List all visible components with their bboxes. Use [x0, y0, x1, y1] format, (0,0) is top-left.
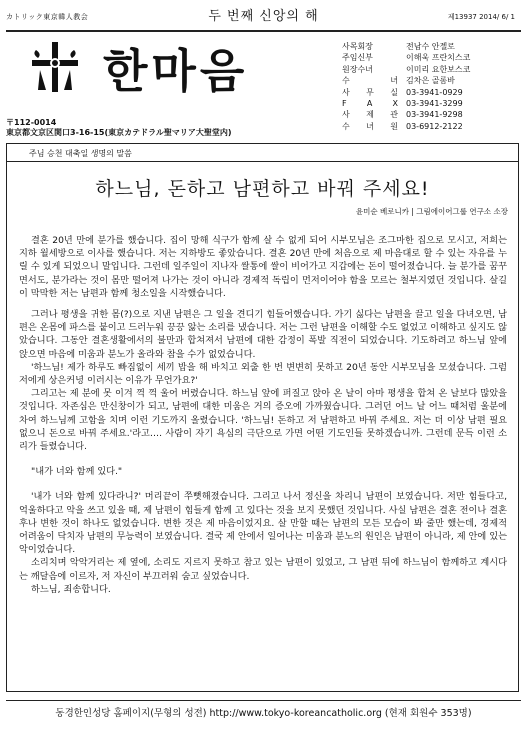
- staff-value: 전남수 안젤로: [406, 42, 455, 51]
- quote-paragraph: "내가 너와 함께 있다.": [31, 466, 123, 478]
- paragraph: '내가 너와 함께 있다라니?' 머리끝이 쭈뼛해졌습니다. 그리고 나서 정신을 차리니 남편이 보였습니다. 저만 힘들다고, 억울하다고 악을 쓰고 있을 때, 제 남편이 힘들게 함께 고 있다는 것을 보지 못했던 것입니다. 사실 남편은 결혼 전이나 결혼 후나 변한 것이 하나도 없었습니다. 변한 것은 제 마음이었지요. 살 만할 때는 남편의 모든 모습이 봐 줄만 했는데, 경제적 어려움이 닥치자 남편의 무능력이 보였습니다. 결국 제 안에서 일어나는 미움과 분노의 원인은 남편이 아니라, 제 안에 있는 악이었습니다.: [19, 491, 507, 556]
- staff-value: 03-3941-3299: [406, 99, 463, 109]
- paragraph: 하느님, 죄송합니다.: [31, 583, 111, 595]
- paragraph: 결혼 20년 만에 분가를 했습니다. 집이 망해 식구가 함께 살 수 없게 되어 시부모님은 조그마한 집으로 모시고, 저희는 지하 월세방으로 이사를 했습니다. 저는 지하방도 좋았습니다. 결혼 20년 만에 처음으로 제 마음대로 할 수 있는 자유를 누릴 수 있게 되었으니 말입니다. 그런데 일주일이 지나자 쌀통에 쌀이 비어가고 지갑에는 돈이 떨어졌습니다. 늘 분가를 꿈꾸면서도, 분가라는 것이 몸만 떨어져 나가는 것이 아니라 경제적 독립이 먼저이어야 함을 모르는 철부지였던 것입니다. 살길이 막막한 저는 남편과 함께 청소일을 시작했습니다.: [19, 235, 507, 299]
- year-banner: 두 번째 신앙의 해: [208, 9, 319, 24]
- paragraph: 소리치며 악악거리는 제 옆에, 소리도 지르지 못하고 참고 있는 남편이 있었고, 그 남편 뒤에 하느님이 함께하고 계시다는 깨달음에 이르자, 저 자신이 부끄러워 숨고 싶었습니다.: [19, 557, 507, 582]
- staff-value: 이해욱 프란치스코: [406, 53, 471, 63]
- staff-row: [342, 75, 522, 86]
- postal-code: 〒112-0014: [6, 118, 57, 127]
- newsletter-name: 한마음: [103, 44, 249, 98]
- article-frame: [6, 143, 519, 692]
- staff-role: 사목회장: [342, 42, 373, 51]
- staff-role: 수 녀 원: [342, 121, 398, 131]
- staff-row: [342, 121, 522, 132]
- staff-role: 주임신부: [342, 53, 373, 63]
- staff-value: 이미리 요한보스코: [406, 64, 471, 74]
- footer-rule: [6, 700, 521, 701]
- church-address: 東京都文京区関口3-16-15(東京カテドラル聖マリア大聖堂内): [6, 128, 232, 137]
- staff-row: [342, 109, 522, 120]
- staff-row: [342, 41, 522, 52]
- paragraph: 그리고는 제 분에 못 이겨 꺽 꺽 울어 버렸습니다. 하느님 앞에 퍼질고 앉아 온 날이 아마 평생을 합쳐 온 날보다 많았을 것입니다. 자존심은 만신창이가 되고, 남편에 대한 미움은 거의 증오에 가까웠습니다. 그러던 어느 날 어느 때처럼 울분에 차여 하느님께 고함을 치며 이런 기도까지 올렸습니다. '하느님! 돈하고 저 남편하고 바꿔 주세요. 저는 더 이상 남편 필요 없으니 돈으로 바꿔 주세요.'라고…. 사람이 자기 욕심의 극단으로 가면 어떤 기도인들 못하겠습니까. 그런데 문득 이런 소리가 들렸습니다.: [19, 388, 507, 453]
- footer-text: 동경한인성당 홈페이지(무형의 성전) http://www.tokyo-koreancatholic.org (현재 회원수 353명): [55, 708, 472, 719]
- staff-role: 수 녀: [342, 76, 398, 86]
- staff-role: 원장수녀: [342, 64, 373, 74]
- org-name: カトリック東京韓人教会: [6, 13, 89, 21]
- article-author: 윤미순 베로니카 | 그림에이어그룹 연구소 소장: [355, 207, 508, 216]
- staff-role: 사 무 실: [342, 87, 398, 97]
- paragraph: 그러나 평생을 귀한 몸(?)으로 지낸 남편은 그 일을 견디기 힘들어했습니다. 가기 싫다는 남편을 끌고 일을 다녀오면, 남편은 온몸에 파스를 붙이고 드러누워 끙끙 앓는 소리를 냈습니다. 저는 그런 남편을 이해할 수도 없었고 이해하고 싶지도 않았습니다. 그동안 결혼생활에서의 불만과 합쳐져서 남편에 대한 감정이 폭발 직전이 되었습니다. 기도하려고 하느님 앞에 앉으면 마음에 미움과 분노가 올라와 참을 수가 없었습니다.: [19, 309, 507, 360]
- article-title: 하느님, 돈하고 남편하고 바꿔 주세요!: [95, 178, 430, 200]
- issue-info: 제13937 2014/ 6/ 1: [447, 13, 515, 21]
- paragraph: '하느님! 제가 하루도 빠짐없이 세끼 밥을 해 바치고 외출 한 번 변변히 못하고 20년 동안 시부모님을 모셨습니다. 그럼 저에게 상은커녕 이러시는 이유가 무언가요?': [19, 361, 507, 387]
- staff-value: 김차은 골롬바: [406, 76, 455, 86]
- staff-directory: [342, 41, 522, 132]
- staff-row: [342, 52, 522, 63]
- staff-row: [342, 98, 522, 109]
- section-label: 주님 승천 대축일 생명의 말씀: [29, 149, 132, 158]
- staff-value: 03-3941-0929: [406, 87, 463, 97]
- staff-row: [342, 64, 522, 75]
- church-logo: [28, 40, 82, 94]
- staff-role: 사 제 관: [342, 110, 398, 120]
- staff-row: [342, 87, 522, 98]
- staff-value: 03-6912-2122: [406, 121, 463, 131]
- staff-value: 03-3941-9298: [406, 110, 463, 120]
- article-body: [19, 234, 507, 596]
- staff-role: F A X: [342, 99, 398, 109]
- section-header: [7, 144, 518, 162]
